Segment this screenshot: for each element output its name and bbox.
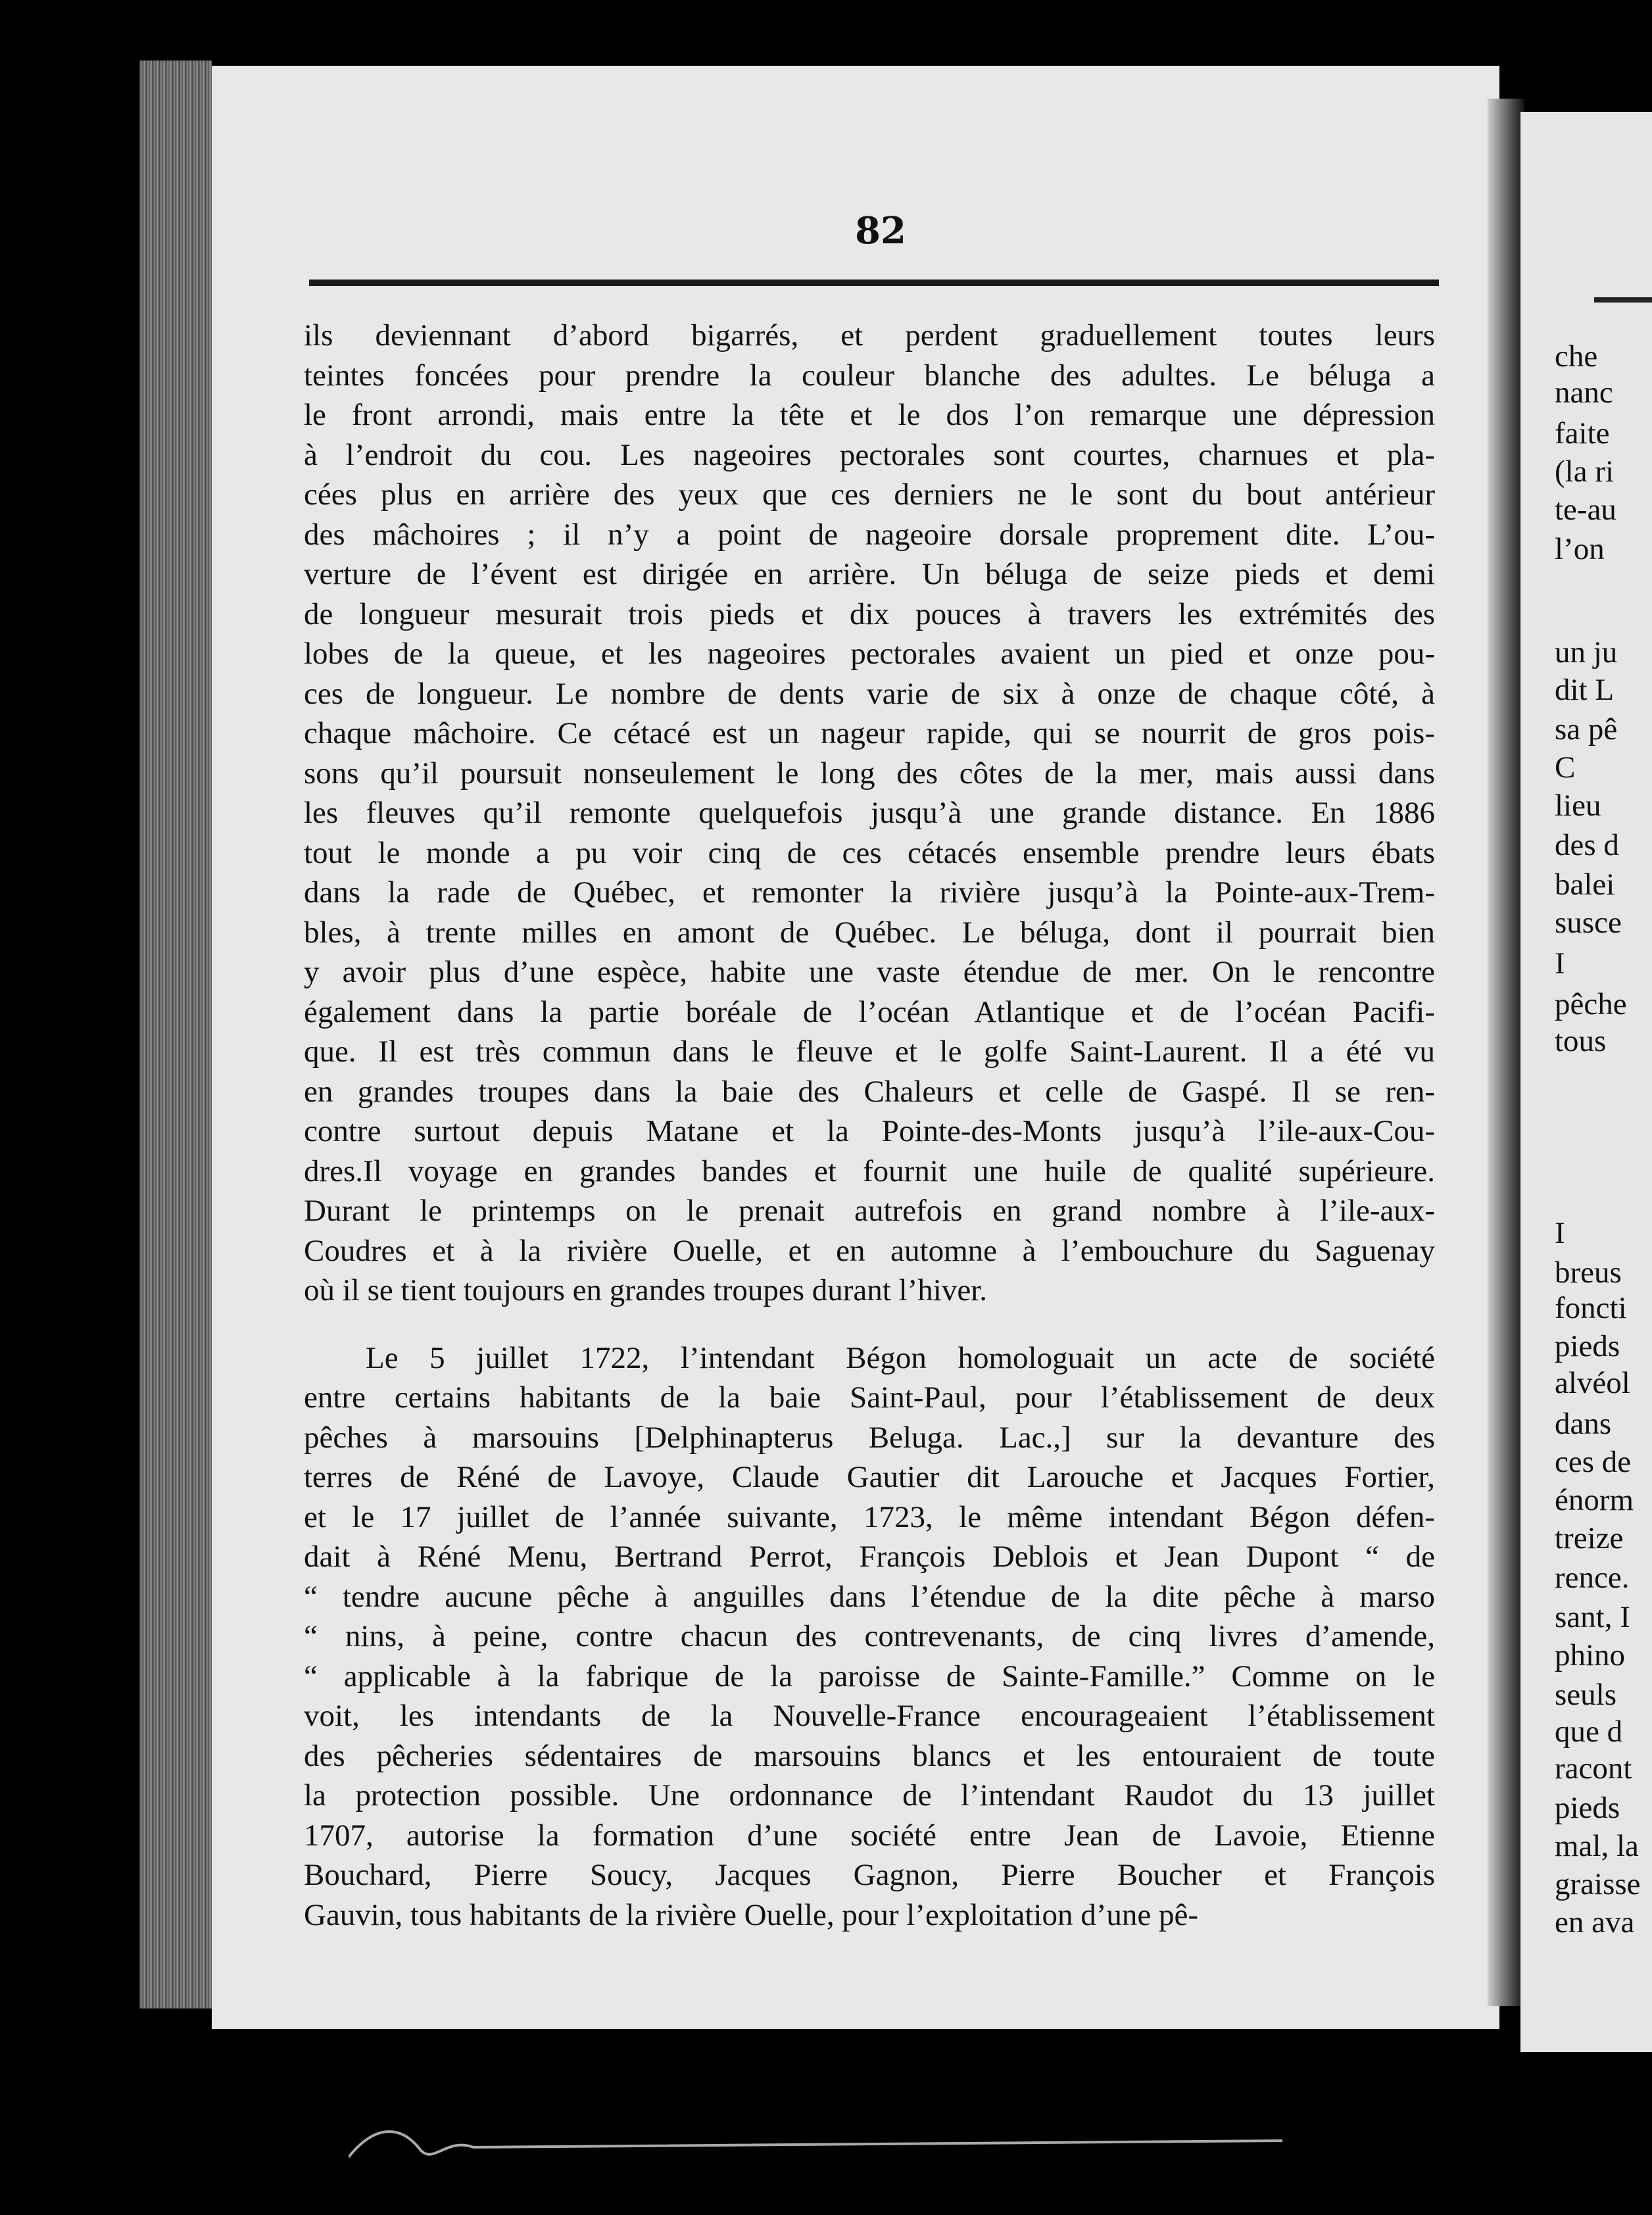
text-line: Gauvin, tous habitants de la rivière Ouelle, pour l’exploitation d’une pê- [304,1897,1198,1932]
facing-page-fragment: que d [1555,1715,1623,1749]
facing-page-fragment: des d [1555,828,1619,862]
text-line: dait à Réné Menu, Bertrand Perrot, François Deblois et Jean Dupont “ de [304,1540,1435,1574]
text-line: cées plus en arrière des yeux que ces derniers ne le sont du bout antérieur [304,477,1435,512]
text-line: que. Il est très commun dans le fleuve et le golfe Saint-Laurent. Il a été vu [304,1034,1435,1069]
book-page-edges [139,61,212,2008]
text-line: dres.Il voyage en grandes bandes et fournit une huile de qualité supérieure. [304,1154,1435,1188]
header-rule [309,280,1439,286]
text-line: teintes foncées pour prendre la couleur blanche des adultes. Le béluga a [304,358,1435,393]
facing-page-fragment: un ju [1555,635,1618,669]
text-line: également dans la partie boréale de l’océan Atlantique et de l’océan Pacifi- [304,994,1435,1029]
text-line: des mâchoires ; il n’y a point de nageoire dorsale proprement dite. L’ou- [304,517,1435,552]
facing-page-fragment: dit L [1555,673,1615,707]
facing-page-fragment: I [1555,1216,1565,1250]
text-line: sons qu’il poursuit nonseulement le long des côtes de la mer, mais aussi dans [304,756,1435,791]
text-line: verture de l’évent est dirigée en arrière. Un béluga de seize pieds et demi [304,557,1435,591]
text-line: “ applicable à la fabrique de la paroisse de Sainte-Famille.” Comme on le [304,1659,1435,1693]
body-text [304,316,1435,1935]
text-line: Bouchard, Pierre Soucy, Jacques Gagnon, Pierre Boucher et François [304,1858,1435,1892]
facing-page-rule [1594,297,1652,303]
text-line: ils deviennant d’abord bigarrés, et perdent graduellement toutes leurs [304,318,1435,353]
facing-page-fragment: phino [1555,1638,1626,1672]
facing-page-fragment: foncti [1555,1291,1627,1325]
text-line: pêches à marsouins [Delphinapterus Beluga. Lac.,] sur la devanture des [304,1420,1435,1455]
text-line: et le 17 juillet de l’année suivante, 1723, le même intendant Bégon défen- [304,1499,1435,1534]
text-line: entre certains habitants de la baie Saint-Paul, pour l’établissement de deux [304,1380,1435,1415]
facing-page-fragment: breus [1555,1255,1622,1290]
text-line: Durant le printemps on le prenait autrefois en grand nombre à l’ile-aux- [304,1194,1435,1228]
facing-page-fragment: che [1555,339,1598,374]
text-line: 1707, autorise la formation d’une société entre Jean de Lavoie, Etienne [304,1818,1435,1853]
facing-page-fragment: ces de [1555,1445,1632,1479]
text-line: de longueur mesurait trois pieds et dix pouces à travers les extrémités des [304,596,1435,631]
facing-page-fragment: tous [1555,1024,1607,1058]
facing-page-fragment: pieds [1555,1791,1620,1825]
facing-page-fragment: pieds [1555,1329,1620,1363]
text-line: la protection possible. Une ordonnance de l’intendant Raudot du 13 juillet [304,1778,1435,1813]
facing-page-fragment: racont [1555,1751,1632,1786]
facing-page-fragment: alvéol [1555,1366,1630,1400]
text-line: le front arrondi, mais entre la tête et le dos l’on remarque une dépression [304,398,1435,432]
page-number: 82 [855,209,906,253]
facing-page-fragment: seuls [1555,1678,1616,1712]
text-line: “ tendre aucune pêche à anguilles dans l’étendue de la dite pêche à marso [304,1579,1435,1614]
facing-page-fragment: lieu [1555,789,1601,823]
text-line: chaque mâchoire. Ce cétacé est un nageur rapide, qui se nourrit de gros pois- [304,716,1435,750]
text-line: à l’endroit du cou. Les nageoires pectorales sont courtes, charnues et pla- [304,437,1435,472]
text-line: voit, les intendants de la Nouvelle-France encourageaient l’établissement [304,1699,1435,1733]
text-line: Le 5 juillet 1722, l’intendant Bégon homologuait un acte de société [366,1340,1435,1375]
facing-page-fragment: pêche [1555,987,1627,1021]
text-line: tout le monde a pu voir cinq de ces cétacés ensemble prendre leurs ébats [304,835,1435,870]
facing-page-fragment: I [1555,946,1565,981]
facing-page-fragment: nanc [1555,376,1613,410]
facing-page-fragment: mal, la [1555,1829,1639,1863]
facing-page-fragment: balei [1555,867,1615,902]
facing-page-fragment: susce [1555,906,1622,940]
text-line: les fleuves qu’il remonte quelquefois jusqu’à une grande distance. En 1886 [304,796,1435,830]
facing-page-fragment: sa pê [1555,712,1618,746]
facing-page-fragment: faite [1555,416,1610,450]
text-line: dans la rade de Québec, et remonter la rivière jusqu’à la Pointe-aux-Trem- [304,875,1435,910]
text-line: y avoir plus d’une espèce, habite une vaste étendue de mer. On le rencontre [304,955,1435,989]
text-line: où il se tient toujours en grandes troupes durant l’hiver. [304,1273,988,1307]
facing-page-fragment: treize [1555,1521,1624,1555]
facing-page-fragment: graisse [1555,1867,1641,1901]
text-line: terres de Réné de Lavoye, Claude Gautier dit Larouche et Jacques Fortier, [304,1460,1435,1494]
facing-page-fragment: te-au [1555,493,1616,527]
text-line: contre surtout depuis Matane et la Pointe-des-Monts jusqu’à l’ile-aux-Cou- [304,1114,1435,1148]
text-line: ces de longueur. Le nombre de dents varie de six à onze de chaque côté, à [304,676,1435,711]
paragraph-gap [304,1311,1435,1338]
facing-page-fragment: (la ri [1555,454,1615,489]
facing-page-fragment: C [1555,750,1576,785]
text-line: des pêcheries sédentaires de marsouins blancs et les entouraient de toute [304,1738,1435,1773]
pen-scribble [349,2111,1282,2170]
facing-page-fragment: l’on [1555,532,1605,566]
facing-page-fragment: dans [1555,1407,1612,1441]
text-line: Coudres et à la rivière Ouelle, et en automne à l’embouchure du Saguenay [304,1233,1435,1268]
text-line: en grandes troupes dans la baie des Chaleurs et celle de Gaspé. Il se ren- [304,1074,1435,1109]
facing-page-fragment: en ava [1555,1905,1635,1939]
text-line: lobes de la queue, et les nageoires pectorales avaient un pied et onze pou- [304,637,1435,671]
facing-page-fragment: rence. [1555,1561,1630,1595]
facing-page-fragment: énorm [1555,1483,1634,1517]
gutter-shadow [1488,99,1524,2006]
text-line: bles, à trente milles en amont de Québec. Le béluga, dont il pourrait bien [304,915,1435,950]
facing-page-fragment: sant, I [1555,1600,1630,1634]
text-line: “ nins, à peine, contre chacun des contrevenants, de cinq livres d’amende, [304,1619,1435,1653]
